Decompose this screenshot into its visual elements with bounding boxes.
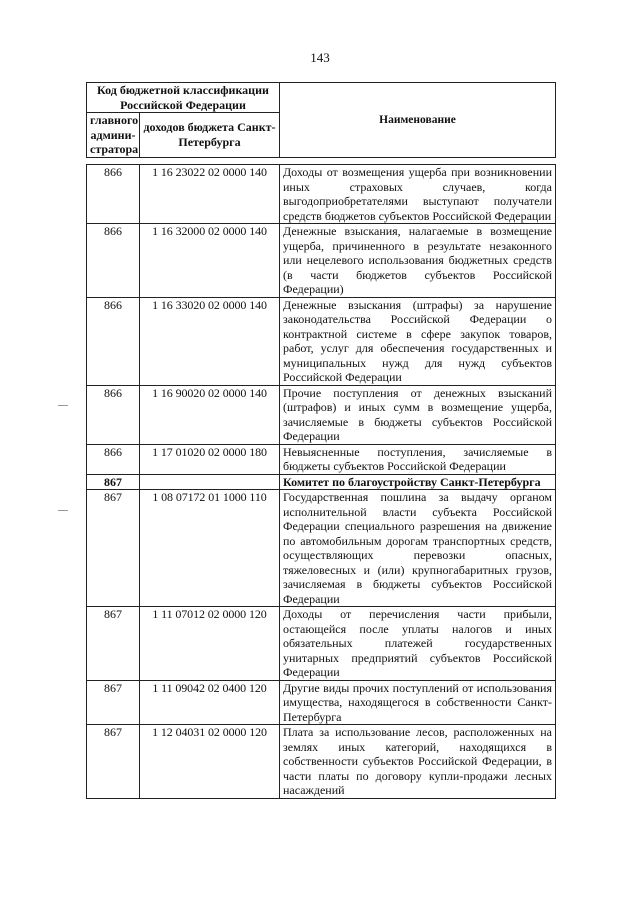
header-admin: главного админи-стратора — [87, 113, 140, 158]
table-row — [87, 607, 556, 681]
header-budget-classification: Код бюджетной классификации Российской Федерации — [87, 83, 280, 113]
header-income: доходов бюджета Санкт-Петербурга — [140, 113, 280, 158]
margin-mark — [58, 510, 68, 511]
table-row — [87, 165, 556, 224]
table-row — [87, 385, 556, 444]
classification-code-cell: 1 11 07012 02 0000 120 — [140, 607, 280, 681]
table-row — [87, 680, 556, 725]
admin-code-cell: 867 — [87, 490, 140, 607]
classification-code-cell — [140, 474, 280, 490]
classification-code-cell: 1 17 01020 02 0000 180 — [140, 444, 280, 474]
table-row — [87, 725, 556, 799]
description-cell: Денежные взыскания, налагаемые в возмещение ущерба, причиненного в результате незаконного или нецелевого использования бюджетных средств (в части бюджетов субъектов Российской Федерации) — [280, 224, 556, 298]
table-row — [87, 474, 556, 490]
description-cell: Прочие поступления от денежных взысканий (штрафов) и иных сумм в возмещение ущерба, зачисляемые в бюджеты субъектов Российской Федерации — [280, 385, 556, 444]
table-row — [87, 224, 556, 298]
table-header — [86, 82, 556, 158]
table-body — [87, 165, 556, 799]
margin-mark — [58, 405, 68, 406]
table-row — [87, 490, 556, 607]
table-row — [87, 297, 556, 385]
admin-code-cell: 867 — [87, 680, 140, 725]
description-cell: Государственная пошлина за выдачу органом исполнительной власти субъекта Российской Федерации специального разрешения на движение по автомобильным дорогам транспортных средств, осуществляющих перевозки опасных, тяжеловесных и (или) крупногабаритных грузов, зачисляемая в бюджеты субъектов Российской Федерации — [280, 490, 556, 607]
admin-code-cell: 866 — [87, 385, 140, 444]
admin-code-cell: 866 — [87, 444, 140, 474]
classification-code-cell: 1 16 32000 02 0000 140 — [140, 224, 280, 298]
classification-code-cell: 1 16 23022 02 0000 140 — [140, 165, 280, 224]
classification-code-cell: 1 11 09042 02 0400 120 — [140, 680, 280, 725]
description-cell: Комитет по благоустройству Санкт-Петербурга — [280, 474, 556, 490]
classification-code-cell: 1 16 33020 02 0000 140 — [140, 297, 280, 385]
classification-code-cell: 1 08 07172 01 1000 110 — [140, 490, 280, 607]
classification-code-cell: 1 16 90020 02 0000 140 — [140, 385, 280, 444]
table-row — [87, 444, 556, 474]
description-cell: Другие виды прочих поступлений от использования имущества, находящегося в собственности Санкт-Петербурга — [280, 680, 556, 725]
classification-code-cell: 1 12 04031 02 0000 120 — [140, 725, 280, 799]
admin-code-cell: 867 — [87, 474, 140, 490]
description-cell: Плата за использование лесов, расположенных на землях иных категорий, находящихся в собственности субъектов Российской Федерации, в части платы по договору купли-продажи лесных насаждений — [280, 725, 556, 799]
budget-table — [86, 164, 556, 799]
admin-code-cell: 867 — [87, 725, 140, 799]
admin-code-cell: 867 — [87, 607, 140, 681]
description-cell: Невыясненные поступления, зачисляемые в бюджеты субъектов Российской Федерации — [280, 444, 556, 474]
description-cell: Денежные взыскания (штрафы) за нарушение законодательства Российской Федерации о контрактной системе в сфере закупок товаров, работ, услуг для обеспечения государственных и муниципальных нужд для нужд субъектов Российской Федерации — [280, 297, 556, 385]
header-name: Наименование — [280, 83, 556, 158]
description-cell: Доходы от перечисления части прибыли, остающейся после уплаты налогов и иных обязательных платежей государственных унитарных предприятий субъектов Российской Федерации — [280, 607, 556, 681]
page-number: 143 — [310, 50, 330, 65]
admin-code-cell: 866 — [87, 297, 140, 385]
admin-code-cell: 866 — [87, 224, 140, 298]
description-cell: Доходы от возмещения ущерба при возникновении иных страховых случаев, когда выгодоприобретателями выступают получатели средств бюджетов субъектов Российской Федерации — [280, 165, 556, 224]
admin-code-cell: 866 — [87, 165, 140, 224]
